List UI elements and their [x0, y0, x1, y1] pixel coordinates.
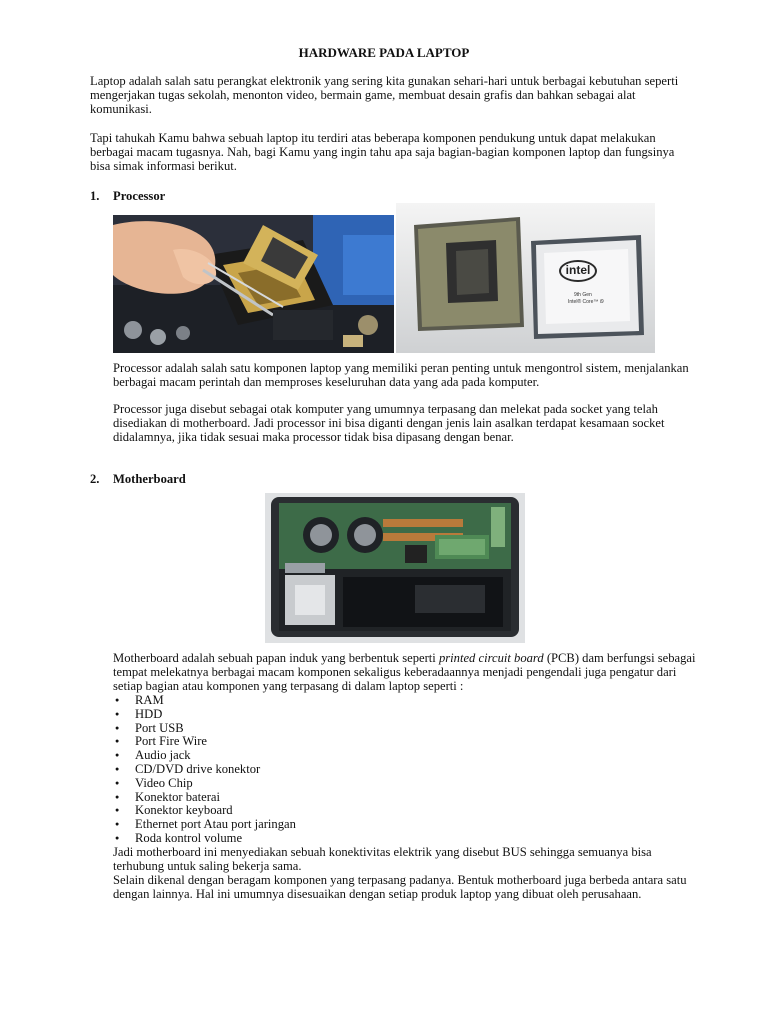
list-item: ● Video Chip: [113, 777, 513, 791]
processor-paragraph-2: Processor juga disebut sebagai otak komputer yang umumnya terpasang dan melekat pada socket yang telah disediakan di motherboard. Jadi processor ini bisa diganti dengan jenis lain asalkan terdapat kesamaan socket didalamnya, jika tidak sesuai maka processor tidak bisa dipasang dengan benar.: [113, 402, 665, 444]
motherboard-paragraph-bus: Jadi motherboard ini menyediakan sebuah konektivitas elektrik yang disebut BUS sehingga semuanya bisa terhubung untuk saling bekerja sama.: [113, 845, 652, 873]
motherboard-paragraph-variety: Selain dikenal dengan beragam komponen yang terpasang padanya. Bentuk motherboard juga berbeda antara satu dengan lainnya. Hal ini umumnya disesuaikan dengan setiap produk laptop yang dibuat oleh perusahaan.: [113, 873, 687, 901]
motherboard-intro-text: Motherboard adalah sebuah papan induk yang berbentuk seperti: [113, 651, 436, 665]
processor-generation: 9th Gen: [574, 292, 592, 298]
list-item: ● Port Fire Wire: [113, 735, 513, 749]
list-item: ● Konektor baterai: [113, 791, 513, 805]
list-item: ● CD/DVD drive konektor: [113, 763, 513, 777]
processor-model: Intel® Core™ i9: [568, 299, 604, 305]
pcb-term: printed circuit board: [438, 651, 544, 665]
section-number: 2.: [90, 472, 100, 486]
list-item: ● Ethernet port Atau port jaringan: [113, 818, 513, 832]
section-title: Processor: [113, 189, 166, 203]
list-item: ● Port USB: [113, 722, 513, 736]
list-item: ● Konektor keyboard: [113, 804, 513, 818]
processor-installation-photo: [113, 215, 394, 353]
intel-logo: intel: [559, 260, 597, 282]
processor-paragraph-1: Processor adalah salah satu komponen laptop yang memiliki peran penting untuk mengontrol sistem, menjalankan berbagai macam perintah dan memproses keseluruhan data yang ada pada komputer.: [113, 361, 689, 389]
motherboard-paragraph-intro: [113, 652, 698, 693]
intro-paragraph-1: Laptop adalah salah satu perangkat elektronik yang sering kita gunakan sehari-hari untuk berbagai kebutuhan seperti mengerjakan tugas sekolah, menonton video, bermain game, membuat desain grafis dan bahkan sebagai alat komunikasi.: [90, 74, 679, 116]
motherboard-photo: [265, 493, 525, 643]
motherboard-component-list: [113, 694, 513, 846]
list-item: ● RAM: [113, 694, 513, 708]
intel-processor-photo: [396, 203, 655, 353]
list-item: ● Audio jack: [113, 749, 513, 763]
page-title: HARDWARE PADA LAPTOP: [298, 45, 470, 60]
intro-paragraph-2: Tapi tahukah Kamu bahwa sebuah laptop itu terdiri atas beberapa komponen pendukung untuk dapat melakukan berbagai macam tugasnya. Nah, bagi Kamu yang ingin tahu apa saja bagian-bagian komponen laptop dan fungsinya bisa simak informasi berikut.: [90, 131, 675, 173]
motherboard-intro-continued: (PCB) dam berfungsi sebagai tempat melekatnya berbagai macam komponen sekaligus keberadaannya menjadi pengendali juga pengatur dari setiap bagian atau komponen yang terpasang di dalam laptop seperti :: [113, 651, 696, 693]
section-number: 1.: [90, 189, 100, 203]
list-item: ● Roda kontrol volume: [113, 832, 513, 846]
section-heading-processor: [90, 190, 165, 204]
section-title: Motherboard: [113, 472, 186, 486]
section-heading-motherboard: [90, 473, 186, 487]
list-item: ● HDD: [113, 708, 513, 722]
